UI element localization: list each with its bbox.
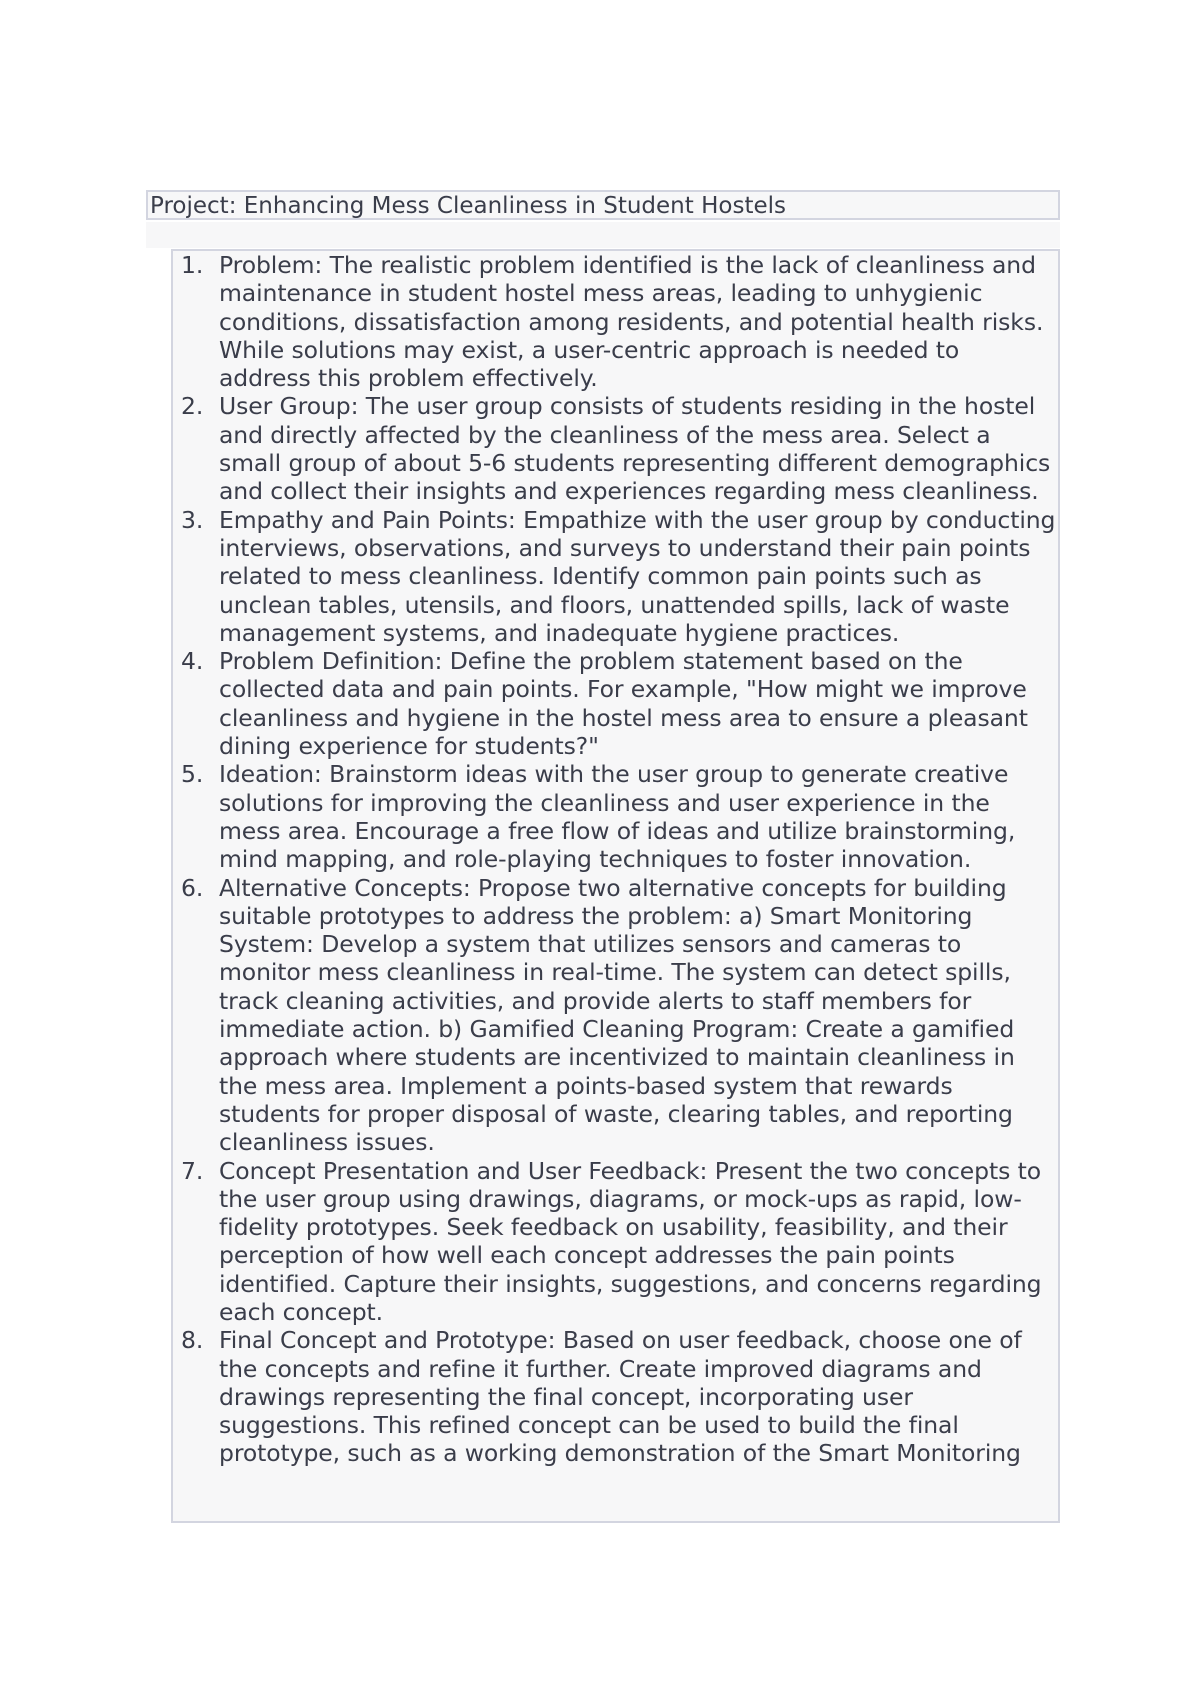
list-item-text: Final Concept and Prototype: Based on user feedback, choose one of the concepts and refine it further. Create improved diagrams and drawings representing the final concept, incorporating user suggestions. This refined concept can be used to build the final prototype, such as a working demonstration of the Smart Monitoring: [219, 1326, 1022, 1468]
list-item: [173, 506, 1058, 647]
list-item-number: 6.: [181, 873, 204, 902]
project-steps-panel[interactable]: [171, 249, 1060, 1523]
list-item-text: Problem Definition: Define the problem statement based on the collected data and pain points. For example, "How might we improve cleanliness and hygiene in the hostel mess area to ensure a pleasant dining experience for students?": [219, 647, 1028, 761]
list-item: [173, 1157, 1058, 1327]
document-title: Project: Enhancing Mess Cleanliness in Student Hostels: [146, 190, 1060, 220]
list-item-text: Ideation: Brainstorm ideas with the user group to generate creative solutions for improving the cleanliness and user experience in the mess area. Encourage a free flow of ideas and utilize brainstorming, mind mapping, and role-playing techniques to foster innovation.: [219, 760, 1016, 874]
list-item-number: 4.: [181, 647, 204, 676]
list-item-text: Alternative Concepts: Propose two alternative concepts for building suitable prototypes to address the problem: a) Smart Monitoring System: Develop a system that utilizes sensors and cameras to monitor mess cleanliness in real-time. The system can detect spills, track cleaning activities, and provide alerts to staff members for immediate action. b) Gamified Cleaning Program: Create a gamified approach where students are incentivized to maintain cleanliness in the mess area. Implement a points-based system that rewards students for proper disposal of waste, clearing tables, and reporting cleanliness issues.: [219, 873, 1015, 1157]
list-item: [173, 1326, 1058, 1467]
list-item-number: 2.: [181, 392, 204, 421]
list-item: [173, 647, 1058, 760]
list-item-text: User Group: The user group consists of students residing in the hostel and directly affected by the cleanliness of the mess area. Select a small group of about 5-6 students representing different demographics and collect their insights and experiences regarding mess cleanliness.: [219, 392, 1051, 506]
list-item: [173, 251, 1058, 392]
list-item: [173, 760, 1058, 873]
list-item-number: 8.: [181, 1326, 204, 1355]
list-item: [173, 874, 1058, 1157]
list-item-text: Empathy and Pain Points: Empathize with the user group by conducting interviews, observations, and surveys to understand their pain points related to mess cleanliness. Identify common pain points such as unclean tables, utensils, and floors, unattended spills, lack of waste management systems, and inadequate hygiene practices.: [219, 505, 1056, 647]
title-spacer: [146, 222, 1060, 248]
list-item-text: Problem: The realistic problem identified is the lack of cleanliness and maintenance in student hostel mess areas, leading to unhygienic conditions, dissatisfaction among residents, and potential health risks. While solutions may exist, a user-centric approach is needed to address this problem effectively.: [219, 251, 1044, 393]
project-steps-list: [173, 251, 1058, 1468]
list-item-number: 5.: [181, 760, 204, 789]
list-item-number: 7.: [181, 1156, 204, 1185]
list-item: [173, 392, 1058, 505]
list-item-text: Concept Presentation and User Feedback: Present the two concepts to the user group using drawings, diagrams, or mock-ups as rapid, low-fidelity prototypes. Seek feedback on usability, feasibility, and their perception of how well each concept addresses the pain points identified. Capture their insights, suggestions, and concerns regarding each concept.: [219, 1156, 1042, 1326]
list-item-number: 3.: [181, 505, 204, 534]
list-item-number: 1.: [181, 251, 204, 279]
